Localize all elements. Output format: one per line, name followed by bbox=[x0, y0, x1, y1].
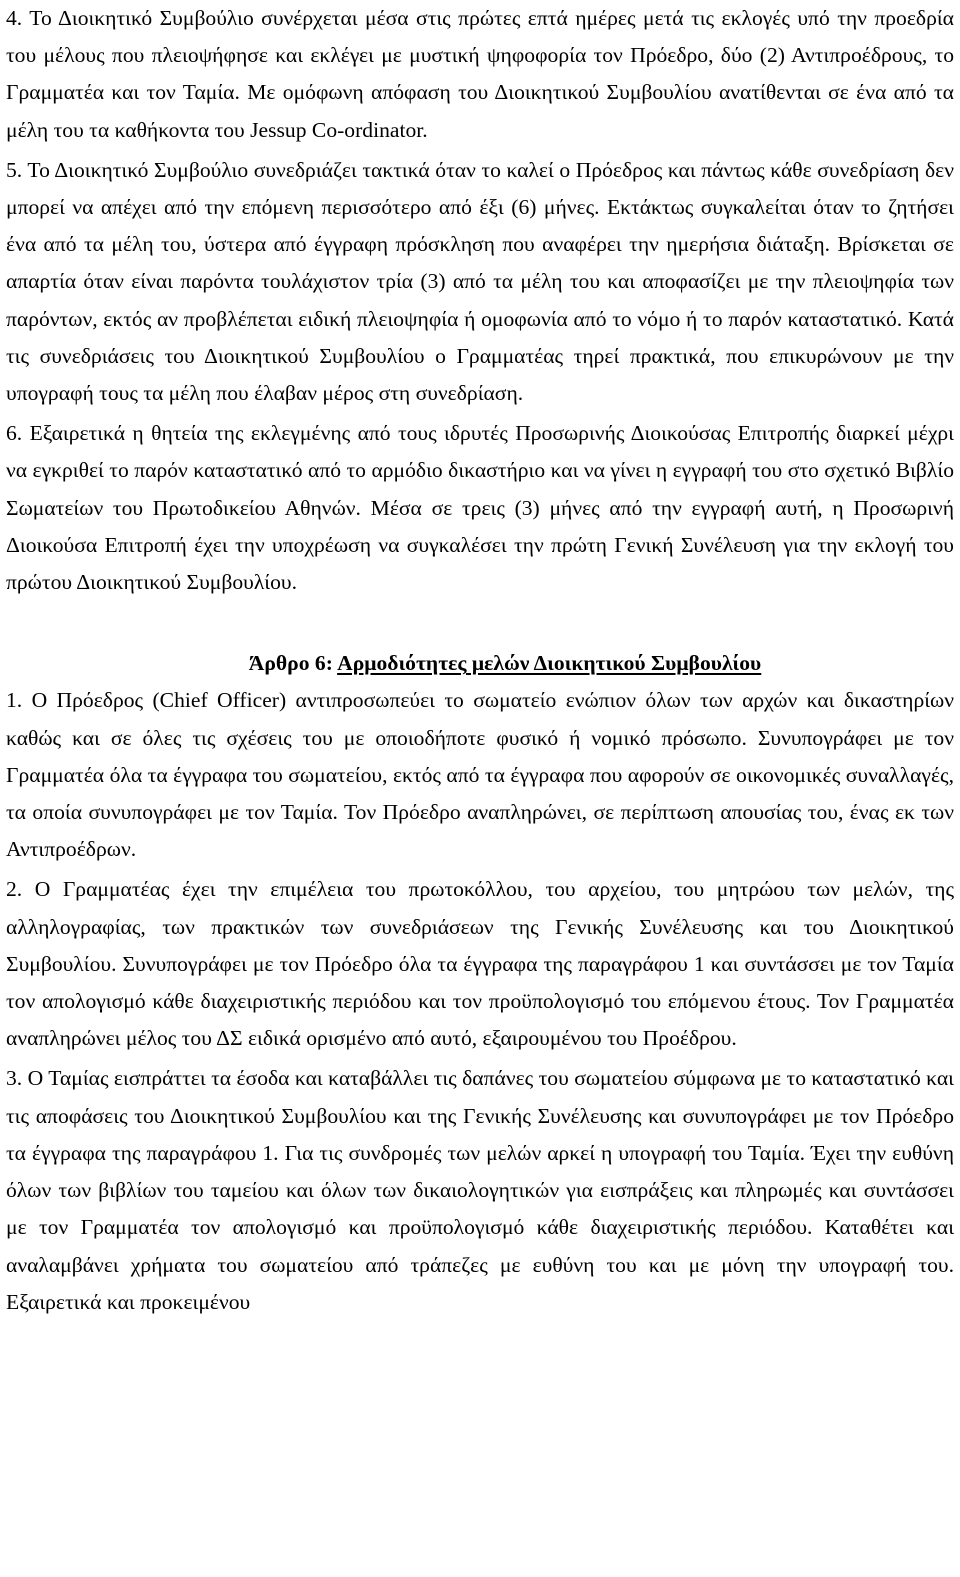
paragraph-6: 6. Εξαιρετικά η θητεία της εκλεγμένης από τους ιδρυτές Προσωρινής Διοικούσας Επιτροπής διαρκεί μέχρι να εγκριθεί το παρόν καταστατικό από το αρμόδιο δικαστήριο και να γίνει η εγγραφή του στο σχετικό Βιβλίο Σωματείων του Πρωτοδικείου Αθηνών. Μέσα σε τρεις (3) μήνες από την εγγραφή αυτή, η Προσωρινή Διοικούσα Επιτροπή έχει την υποχρέωση να συγκαλέσει την πρώτη Γενική Συνέλευση για την εκλογή του πρώτου Διοικητικού Συμβουλίου. bbox=[6, 421, 954, 595]
article-heading-prefix: Άρθρο 6: bbox=[248, 651, 338, 676]
paragraph-5: 5. Το Διοικητικό Συμβούλιο συνεδριάζει τακτικά όταν το καλεί ο Πρόεδρος και πάντως κάθε συνεδρίαση δεν μπορεί να απέχει από την επόμενη περισσότερο από έξι (6) μήνες. Εκτάκτως συγκαλείται όταν το ζητήσει ένα από τα μέλη του, ύστερα από έγγραφη πρόσκληση που αναφέρει την ημερήσια διάταξη. Βρίσκεται σε απαρτία όταν είναι παρόντα τουλάχιστον τρία (3) από τα μέλη του και αποφασίζει με την πλειοψηφία των παρόντων, εκτός αν προβλέπεται ειδική πλειοψηφία ή ομοφωνία από το νόμο ή το παρόν καταστατικό. Κατά τις συνεδριάσεις του Διοικητικού Συμβουλίου ο Γραμματέας τηρεί πρακτικά, που επικυρώνουν με την υπογραφή τους τα μέλη που έλαβαν μέρος στη συνεδρίαση. bbox=[6, 157, 954, 406]
section-spacer bbox=[6, 601, 954, 645]
paragraph-article6-2: 2. Ο Γραμματέας έχει την επιμέλεια του πρωτοκόλλου, του αρχείου, του μητρώου των μελών, της αλληλογραφίας, των πρακτικών των συνεδριάσεων της Γενικής Συνέλευσης και του Διοικητικού Συμβουλίου. Συνυπογράφει με τον Πρόεδρο όλα τα έγγραφα της παραγράφου 1 και συντάσσει με τον Ταμία τον απολογισμό κάθε διαχειριστικής περιόδου και τον προϋπολογισμό του επόμενου έτους. Τον Γραμματέα αναπληρώνει μέλος του ΔΣ ειδικά ορισμένο από αυτό, εξαιρουμένου του Προέδρου. bbox=[6, 877, 954, 1051]
paragraph-4: 4. Το Διοικητικό Συμβούλιο συνέρχεται μέσα στις πρώτες επτά ημέρες μετά τις εκλογές υπό την προεδρία του μέλους που πλειοψήφησε και εκλέγει με μυστική ψηφοφορία τον Πρόεδρο, δύο (2) Αντιπροέδρους, το Γραμματέα και τον Ταμία. Με ομόφωνη απόφαση του Διοικητικού Συμβουλίου ανατίθενται σε ένα από τα μέλη του τα καθήκοντα του Jessup Co-ordinator. bbox=[6, 6, 954, 142]
paragraph-article6-3: 3. Ο Ταμίας εισπράττει τα έσοδα και καταβάλλει τις δαπάνες του σωματείου σύμφωνα με το καταστατικό και τις αποφάσεις του Διοικητικού Συμβουλίου και της Γενικής Συνέλευσης και συνυπογράφει με τον Πρόεδρο τα έγγραφα της παραγράφου 1. Για τις συνδρομές των μελών αρκεί η υπογραφή του Ταμία. Έχει την ευθύνη όλων των βιβλίων του ταμείου και όλων των δικαιολογητικών για εισπράξεις και πληρωμές και συντάσσει με τον Γραμματέα τον απολογισμό και προϋπολογισμό κάθε διαχειριστικής περιόδου. Καταθέτει και αναλαμβάνει χρήματα του σωματείου από τράπεζες με ευθύνη του και με μόνη την υπογραφή του. Εξαιρετικά και προκειμένου bbox=[6, 1066, 954, 1314]
article-heading-title: Αρμοδιότητες μελών Διοικητικού Συμβουλίου bbox=[337, 651, 762, 676]
paragraph-article6-1: 1. Ο Πρόεδρος (Chief Officer) αντιπροσωπεύει το σωματείο ενώπιον όλων των αρχών και δικαστηρίων καθώς και σε όλες τις σχέσεις του με οποιοδήποτε φυσικό ή νομικό πρόσωπο. Συνυπογράφει με τον Γραμματέα όλα τα έγγραφα του σωματείου, εκτός από τα έγγραφα που αφορούν σε οικονομικές συναλλαγές, τα οποία συνυπογράφει με τον Ταμία. Τον Πρόεδρο αναπληρώνει, σε περίπτωση απουσίας του, ένας εκ των Αντιπροέδρων. bbox=[6, 688, 954, 862]
article-heading bbox=[6, 645, 954, 682]
